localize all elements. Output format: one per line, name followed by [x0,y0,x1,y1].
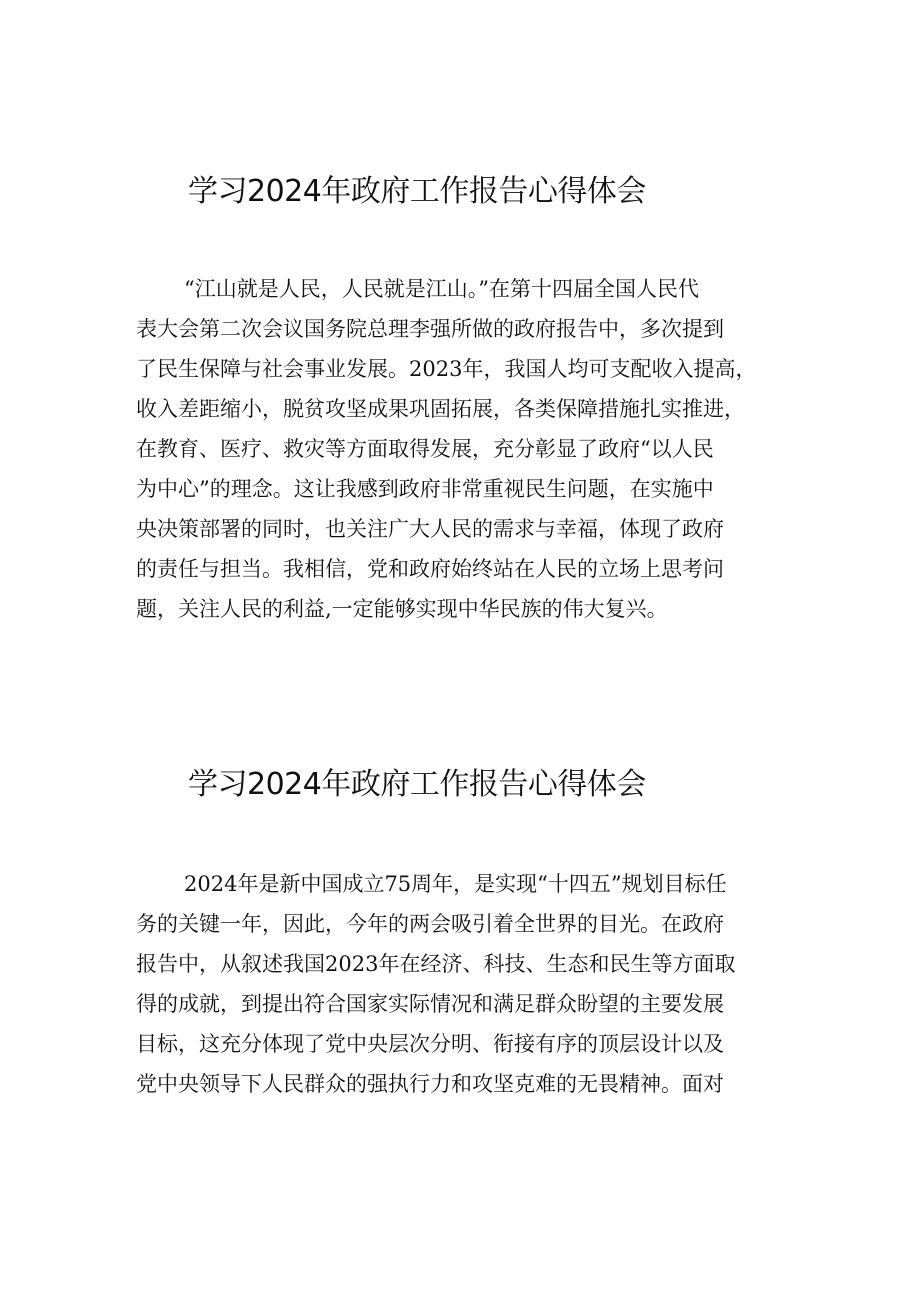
section-1-title: 学习2024年政府工作报告心得体会 [188,174,646,209]
paragraph-line: “江山就是人民，人民就是江山。”在第十四届全国人民代 [184,277,699,301]
paragraph-line: 为中心”的理念。这让我感到政府非常重视民生问题，在实施中 [136,477,714,501]
paragraph-line: 收入差距缩小，脱贫攻坚成果巩固拓展，各类保障措施扎实推进， [136,397,745,421]
paragraph-line: 务的关键一年，因此，今年的两会吸引着全世界的目光。在政府 [136,912,724,936]
section-2-paragraph [136,864,796,1104]
paragraph-line: 得的成就，到提出符合国家实际情况和满足群众盼望的主要发展 [136,992,724,1016]
paragraph-line: 了民生保障与社会事业发展。2023年，我国人均可支配收入提高， [136,357,757,381]
paragraph-line: 表大会第二次会议国务院总理李强所做的政府报告中，多次提到 [136,317,724,341]
paragraph-line: 目标，这充分体现了党中央层次分明、衔接有序的顶层设计以及 [136,1032,724,1056]
paragraph-line: 党中央领导下人民群众的强执行力和攻坚克难的无畏精神。面对 [136,1072,724,1096]
paragraph-line: 报告中，从叙述我国2023年在经济、科技、生态和民生等方面取 [136,952,736,976]
paragraph-line: 题，关注人民的利益,一定能够实现中华民族的伟大复兴。 [136,597,668,621]
section-2-title: 学习2024年政府工作报告心得体会 [188,767,646,802]
paragraph-line: 的责任与担当。我相信，党和政府始终站在人民的立场上思考问 [136,557,724,581]
paragraph-line: 2024年是新中国成立75周年，是实现“十四五”规划目标任 [184,872,727,896]
paragraph-line: 在教育、医疗、救灾等方面取得发展，充分彰显了政府“以人民 [136,437,714,461]
section-1-paragraph [136,269,796,629]
paragraph-line: 央决策部署的同时，也关注广大人民的需求与幸福，体现了政府 [136,517,724,541]
